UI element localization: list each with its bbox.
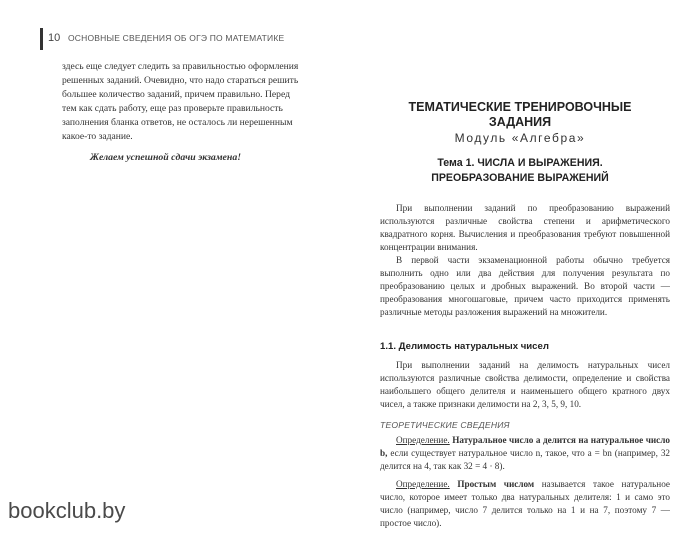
- theory-label: ТЕОРЕТИЧЕСКИЕ СВЕДЕНИЯ: [380, 420, 510, 430]
- definition-paragraph: [380, 434, 670, 473]
- page-header: [30, 28, 345, 50]
- site-watermark: bookclub.by: [8, 498, 126, 523]
- subsection-title: 1.1. Делимость натуральных чисел: [380, 341, 549, 352]
- definition-text: если существует натуральное число n, такое, что a = bn (например, 32 делится на 4, так как 32 = 4 · 8).: [380, 448, 671, 471]
- definition-label: Определение.: [396, 479, 450, 489]
- left-body-text: [62, 60, 332, 144]
- text-line: заполнения бланка ответов, не осталось ли нерешенным: [62, 117, 293, 128]
- definition-text: называется такое натуральное число, которое имеет только два натуральных делителя: 1 и само это число (например, число 7 делится только на 1 и на 7, поэтому 7 — простое число).: [380, 479, 670, 528]
- left-page: [30, 28, 345, 498]
- module-title: Модуль «Алгебра»: [454, 131, 586, 145]
- definition-label: Определение.: [396, 435, 450, 445]
- intro-paragraph: [380, 254, 670, 319]
- text-line: тем как сдать работу, еще раз проверьте правильность: [62, 103, 283, 114]
- text-line: какое-то задание.: [62, 131, 133, 142]
- section-title-line: ЗАДАНИЯ: [488, 115, 552, 129]
- page-number: 10: [48, 32, 61, 44]
- right-page: [360, 28, 680, 528]
- subsection-paragraph: [380, 359, 670, 411]
- definition-bold: Простым числом: [457, 479, 535, 489]
- section-title: [360, 100, 680, 130]
- topic-title-line: Тема 1. ЧИСЛА И ВЫРАЖЕНИЯ.: [437, 157, 603, 169]
- subsection-text: При выполнении заданий на делимость натуральных чисел используются различные свойства делимости, определение и свойства наибольшего общего делителя и наименьшего общего кратного двух чисел, а также признаки делимости на 2, 3, 5, 9, 10.: [380, 360, 670, 409]
- text-line: решенных заданий. Очевидно, что надо стараться решить: [62, 75, 299, 86]
- text-line: здесь еще следует следить за правильностью оформления: [62, 61, 299, 72]
- running-head: ОСНОВНЫЕ СВЕДЕНИЯ ОБ ОГЭ ПО МАТЕМАТИКЕ: [68, 33, 285, 43]
- section-title-line: ТЕМАТИЧЕСКИЕ ТРЕНИРОВОЧНЫЕ: [408, 100, 632, 114]
- intro-paragraph: [380, 202, 670, 254]
- intro-text: При выполнении заданий по преобразованию выражений используются различные свойства степени и арифметического квадратного корня. Вычисления и преобразования требуют повышенной концентрации внимания.: [380, 203, 670, 252]
- definition-paragraph: [380, 478, 670, 530]
- header-bar: [40, 28, 43, 50]
- topic-title: [360, 156, 680, 186]
- topic-title-line: ПРЕОБРАЗОВАНИЕ ВЫРАЖЕНИЙ: [431, 172, 609, 184]
- exam-wish: Желаем успешной сдачи экзамена!: [90, 152, 242, 163]
- intro-text: В первой части экзаменационной работы обычно требуется выполнить одно или два действия для получения результата по преобразованию целых и дробных выражений. Во второй части — преобразования многошаговые, причем часто приходится применять различные методы разложения выражений на множители.: [380, 255, 670, 317]
- definition-bold: Натуральное число a делится на натуральное число b,: [380, 435, 671, 458]
- text-line: большее количество заданий, причем правильно. Перед: [62, 89, 290, 100]
